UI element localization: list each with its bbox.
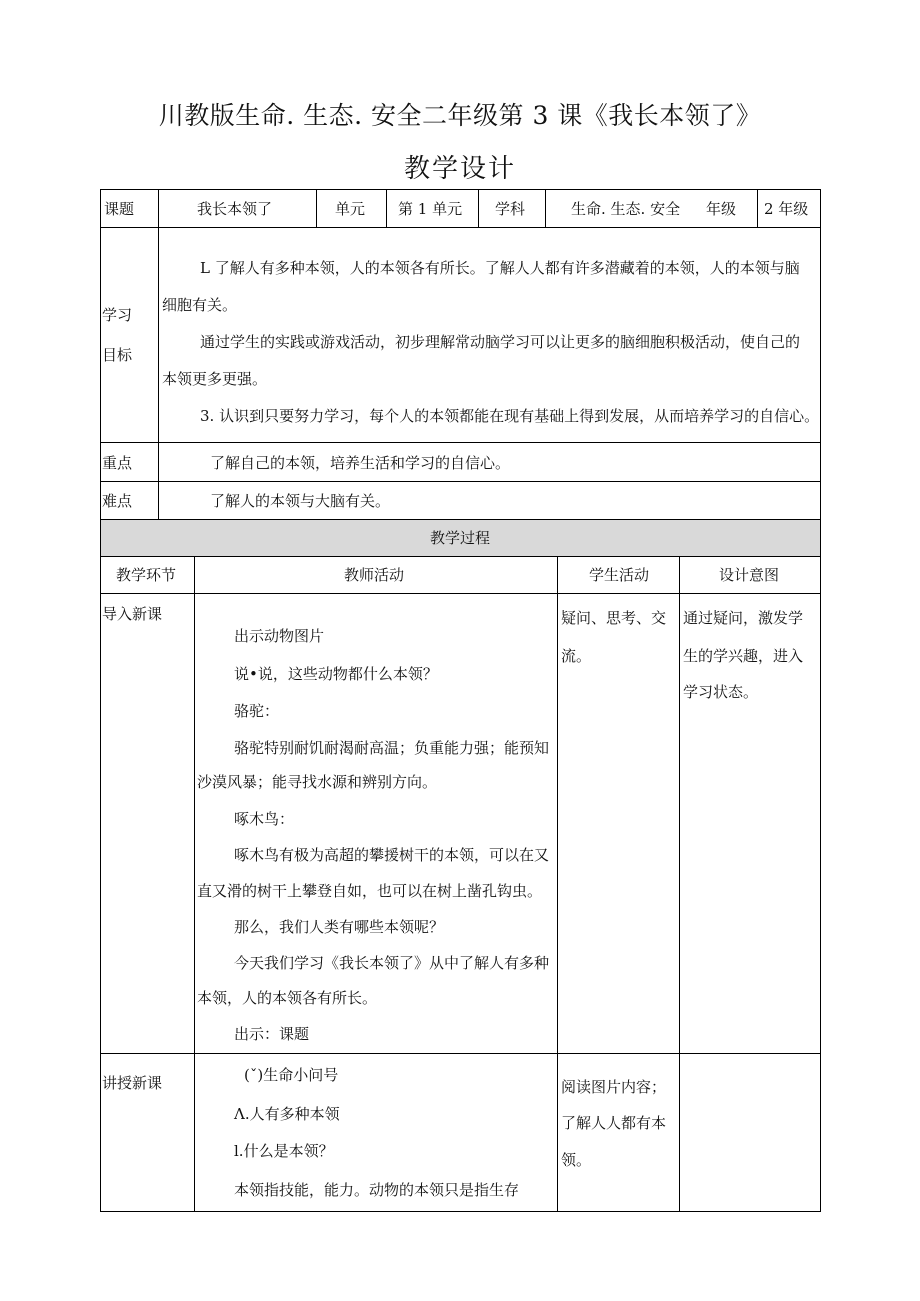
process-header: 教学过程 xyxy=(429,529,490,547)
teacher-line: (ˇ)生命小问号 xyxy=(244,1066,339,1084)
teacher-line: 那么，我们人类有哪些本领呢？ xyxy=(234,918,445,936)
label-difficulty: 难点 xyxy=(102,492,133,510)
row-divider xyxy=(100,1053,821,1054)
intent-line: 学习状态。 xyxy=(683,683,759,701)
student-line: 流。 xyxy=(561,647,592,665)
teacher-line: l.什么是本领？ xyxy=(234,1142,334,1160)
label-goals-line2: 目标 xyxy=(102,346,133,364)
teacher-line: 今天我们学习《我长本领了》从中了解人有多种 xyxy=(234,954,550,972)
row-divider xyxy=(100,556,821,557)
col-header-stage: 教学环节 xyxy=(116,566,177,584)
student-line: 领。 xyxy=(561,1151,592,1169)
key-point-text: 了解自己的本领，培养生活和学习的自信心。 xyxy=(210,454,511,472)
col-divider xyxy=(679,556,680,1212)
intent-line: 生的学兴趣，进入 xyxy=(683,647,804,665)
student-line: 疑问、思考、交 xyxy=(561,609,667,627)
row-divider xyxy=(100,481,821,482)
col-header-intent: 设计意图 xyxy=(719,566,780,584)
label-grade: 年级 xyxy=(706,200,737,218)
student-line: 阅读图片内容； xyxy=(561,1078,667,1096)
student-line: 了解人人都有本 xyxy=(561,1114,667,1132)
col-header-teacher: 教师活动 xyxy=(344,566,405,584)
stage-new-lesson: 讲授新课 xyxy=(102,1074,163,1092)
teacher-line: 啄木鸟有极为高超的攀援树干的本领，可以在又 xyxy=(234,846,550,864)
document-subtitle: 教学设计 xyxy=(403,154,516,184)
document-title: 川教版生命. 生态. 安全二年级第 3 课《我长本领了》 xyxy=(158,101,762,130)
teacher-line: 沙漠风暴；能寻找水源和辨别方向。 xyxy=(197,773,438,791)
col-divider xyxy=(557,556,558,1212)
teacher-line: 说•说，这些动物都什么本领？ xyxy=(234,665,438,683)
goal-1-line2: 细胞有关。 xyxy=(162,296,238,314)
stage-intro: 导入新课 xyxy=(102,605,163,623)
col-divider xyxy=(545,189,546,227)
goal-3: 3. 认识到只要努力学习，每个人的本领都能在现有基础上得到发展，从而培养学习的自信心。 xyxy=(200,407,820,425)
col-divider xyxy=(316,189,317,227)
topic-value: 我长本领了 xyxy=(197,200,273,218)
col-divider xyxy=(158,227,159,519)
intent-line: 通过疑问，激发学 xyxy=(683,609,804,627)
teacher-line: 骆驼： xyxy=(234,702,280,720)
teacher-line: 骆驼特别耐饥耐渴耐高温；负重能力强；能预知 xyxy=(234,739,550,757)
difficulty-text: 了解人的本领与大脑有关。 xyxy=(210,492,391,510)
teacher-line: 出示动物图片 xyxy=(234,627,325,645)
goal-2-line1: 通过学生的实践或游戏活动，初步理解常动脑学习可以让更多的脑细胞积极活动，使自己的 xyxy=(200,333,801,351)
teacher-line: 本领，人的本领各有所长。 xyxy=(197,989,378,1007)
label-goals-line1: 学习 xyxy=(102,306,133,324)
col-divider xyxy=(757,189,758,227)
col-divider xyxy=(194,556,195,1212)
subject-value: 生命. 生态. 安全 xyxy=(571,200,681,218)
teacher-line: 直又滑的树干上攀登自如，也可以在树上凿孔钩虫。 xyxy=(197,882,543,900)
row-divider xyxy=(100,227,821,228)
grade-value: 2 年级 xyxy=(764,200,809,218)
goal-1-line1: L 了解人有多种本领，人的本领各有所长。了解人人都有许多潜藏着的本领，人的本领与脑 xyxy=(200,259,800,277)
col-divider xyxy=(386,189,387,227)
label-topic: 课题 xyxy=(104,200,135,218)
row-divider xyxy=(100,442,821,443)
label-unit: 单元 xyxy=(335,200,366,218)
col-divider xyxy=(158,189,159,227)
teacher-line: 出示：课题 xyxy=(234,1025,310,1043)
unit-value: 第 1 单元 xyxy=(398,200,463,218)
col-header-student: 学生活动 xyxy=(589,566,650,584)
goal-2-line2: 本领更多更强。 xyxy=(162,370,268,388)
label-key-point: 重点 xyxy=(102,454,133,472)
teacher-line: Λ.人有多种本领 xyxy=(234,1105,340,1123)
col-divider xyxy=(478,189,479,227)
row-divider xyxy=(100,593,821,594)
label-subject: 学科 xyxy=(495,200,526,218)
teacher-line: 啄木鸟： xyxy=(234,810,295,828)
teacher-line: 本领指技能，能力。动物的本领只是指生存 xyxy=(234,1181,520,1199)
